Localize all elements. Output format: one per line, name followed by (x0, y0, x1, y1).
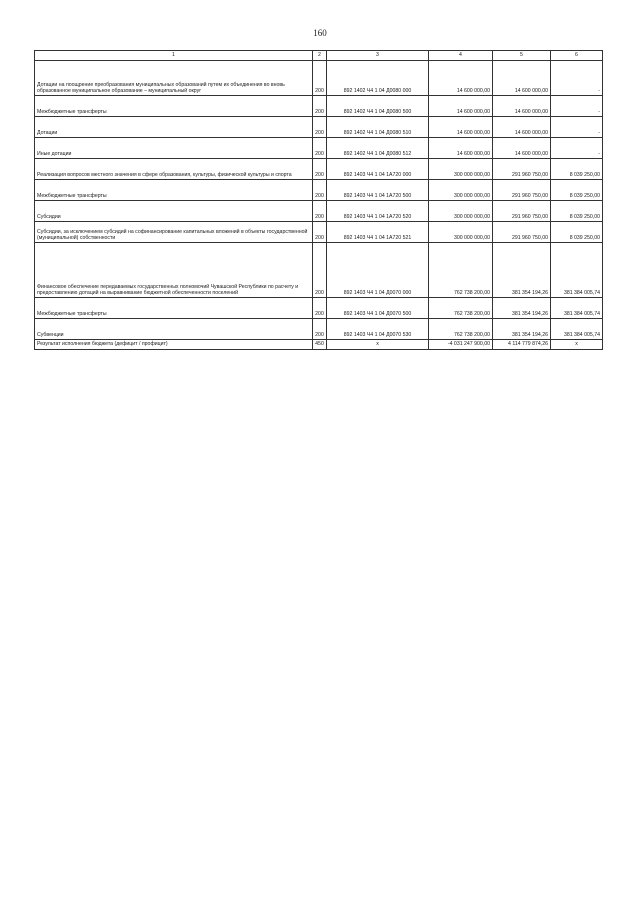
row-unexecuted: - (551, 117, 603, 138)
row-executed: 291 960 750,00 (493, 201, 551, 222)
row-approved: 14 600 000,00 (429, 61, 493, 96)
row-line-code: 200 (313, 159, 327, 180)
row-budget-code: 892 1403 Ч4 1 04 Д0070 500 (327, 298, 429, 319)
row-approved: 300 000 000,00 (429, 159, 493, 180)
row-executed: 381 354 194,26 (493, 243, 551, 298)
row-executed: 381 354 194,26 (493, 298, 551, 319)
row-line-code: 200 (313, 96, 327, 117)
table-header-row (35, 51, 603, 61)
row-name: Финансовое обеспечение передаваемых государственных полномочий Чувашской Республики по расчету и предоставлению дотаций на выравнивание бюджетной обеспеченности поселений (35, 243, 313, 298)
row-unexecuted: - (551, 138, 603, 159)
row-name: Реализация вопросов местного значения в сфере образования, культуры, физической культуры и спорта (35, 159, 313, 180)
row-name: Дотации на поощрение преобразования муниципальных образований путем их объединения во вновь образованное муниципальное образование – муниципальный округ (35, 61, 313, 96)
table-row (35, 319, 603, 340)
row-name: Субсидии, за исключением субсидий на софинансирование капитальных вложений в объекты государственной (муниципальной) собственности (35, 222, 313, 243)
row-executed: 14 600 000,00 (493, 138, 551, 159)
row-approved: 762 738 200,00 (429, 319, 493, 340)
row-name: Иные дотации (35, 138, 313, 159)
row-unexecuted: - (551, 96, 603, 117)
column-header: 4 (429, 51, 493, 61)
row-budget-code: 892 1403 Ч4 1 04 Д0070 000 (327, 243, 429, 298)
row-name: Межбюджетные трансферты (35, 298, 313, 319)
table-row (35, 159, 603, 180)
column-header: 3 (327, 51, 429, 61)
row-approved: 762 738 200,00 (429, 298, 493, 319)
column-header: 1 (35, 51, 313, 61)
row-line-code: 200 (313, 201, 327, 222)
budget-execution-table (34, 50, 603, 350)
row-approved: 762 738 200,00 (429, 243, 493, 298)
row-budget-code: 892 1402 Ч4 1 04 Д0080 000 (327, 61, 429, 96)
row-executed: 291 960 750,00 (493, 159, 551, 180)
row-executed: 381 354 194,26 (493, 319, 551, 340)
row-line-code: 200 (313, 319, 327, 340)
row-unexecuted: 8 039 250,00 (551, 159, 603, 180)
row-approved: 14 600 000,00 (429, 117, 493, 138)
row-approved: 14 600 000,00 (429, 96, 493, 117)
row-name: Дотации (35, 117, 313, 138)
table-row (35, 138, 603, 159)
row-unexecuted: 381 384 005,74 (551, 298, 603, 319)
row-line-code: 200 (313, 61, 327, 96)
column-header: 6 (551, 51, 603, 61)
row-approved: 300 000 000,00 (429, 201, 493, 222)
row-unexecuted: 381 384 005,74 (551, 319, 603, 340)
row-line-code: 200 (313, 298, 327, 319)
row-unexecuted: - (551, 61, 603, 96)
table-row (35, 61, 603, 96)
column-header: 5 (493, 51, 551, 61)
table-row (35, 117, 603, 138)
column-header: 2 (313, 51, 327, 61)
row-budget-code: 892 1403 Ч4 1 04 1А720 500 (327, 180, 429, 201)
row-line-code: 200 (313, 138, 327, 159)
row-unexecuted: 8 039 250,00 (551, 201, 603, 222)
row-budget-code: 892 1403 Ч4 1 04 1А720 000 (327, 159, 429, 180)
row-unexecuted: 8 039 250,00 (551, 180, 603, 201)
result-name: Результат исполнения бюджета (дефицит / профицит) (35, 340, 313, 350)
row-line-code: 200 (313, 222, 327, 243)
result-budget-code: x (327, 340, 429, 350)
result-executed: 4 114 779 874,26 (493, 340, 551, 350)
row-budget-code: 892 1402 Ч4 1 04 Д0080 500 (327, 96, 429, 117)
row-unexecuted: 381 384 005,74 (551, 243, 603, 298)
row-name: Субсидии (35, 201, 313, 222)
row-budget-code: 892 1403 Ч4 1 04 1А720 520 (327, 201, 429, 222)
row-budget-code: 892 1403 Ч4 1 04 1А720 521 (327, 222, 429, 243)
row-line-code: 200 (313, 117, 327, 138)
table-row (35, 298, 603, 319)
row-approved: 300 000 000,00 (429, 180, 493, 201)
table-row (35, 243, 603, 298)
table-row (35, 201, 603, 222)
row-budget-code: 892 1403 Ч4 1 04 Д0070 530 (327, 319, 429, 340)
row-budget-code: 892 1402 Ч4 1 04 Д0080 512 (327, 138, 429, 159)
row-name: Межбюджетные трансферты (35, 96, 313, 117)
table-row (35, 180, 603, 201)
row-executed: 291 960 750,00 (493, 222, 551, 243)
row-executed: 14 600 000,00 (493, 61, 551, 96)
row-line-code: 200 (313, 180, 327, 201)
row-line-code: 200 (313, 243, 327, 298)
row-executed: 14 600 000,00 (493, 117, 551, 138)
row-approved: 300 000 000,00 (429, 222, 493, 243)
table-row (35, 222, 603, 243)
row-name: Межбюджетные трансферты (35, 180, 313, 201)
result-line-code: 450 (313, 340, 327, 350)
row-executed: 291 960 750,00 (493, 180, 551, 201)
row-approved: 14 600 000,00 (429, 138, 493, 159)
row-name: Субвенции (35, 319, 313, 340)
table-row (35, 96, 603, 117)
page-number: 160 (313, 28, 327, 38)
result-row (35, 340, 603, 350)
result-unexecuted: x (551, 340, 603, 350)
row-budget-code: 892 1402 Ч4 1 04 Д0080 510 (327, 117, 429, 138)
row-unexecuted: 8 039 250,00 (551, 222, 603, 243)
row-executed: 14 600 000,00 (493, 96, 551, 117)
result-approved: -4 031 247 900,00 (429, 340, 493, 350)
